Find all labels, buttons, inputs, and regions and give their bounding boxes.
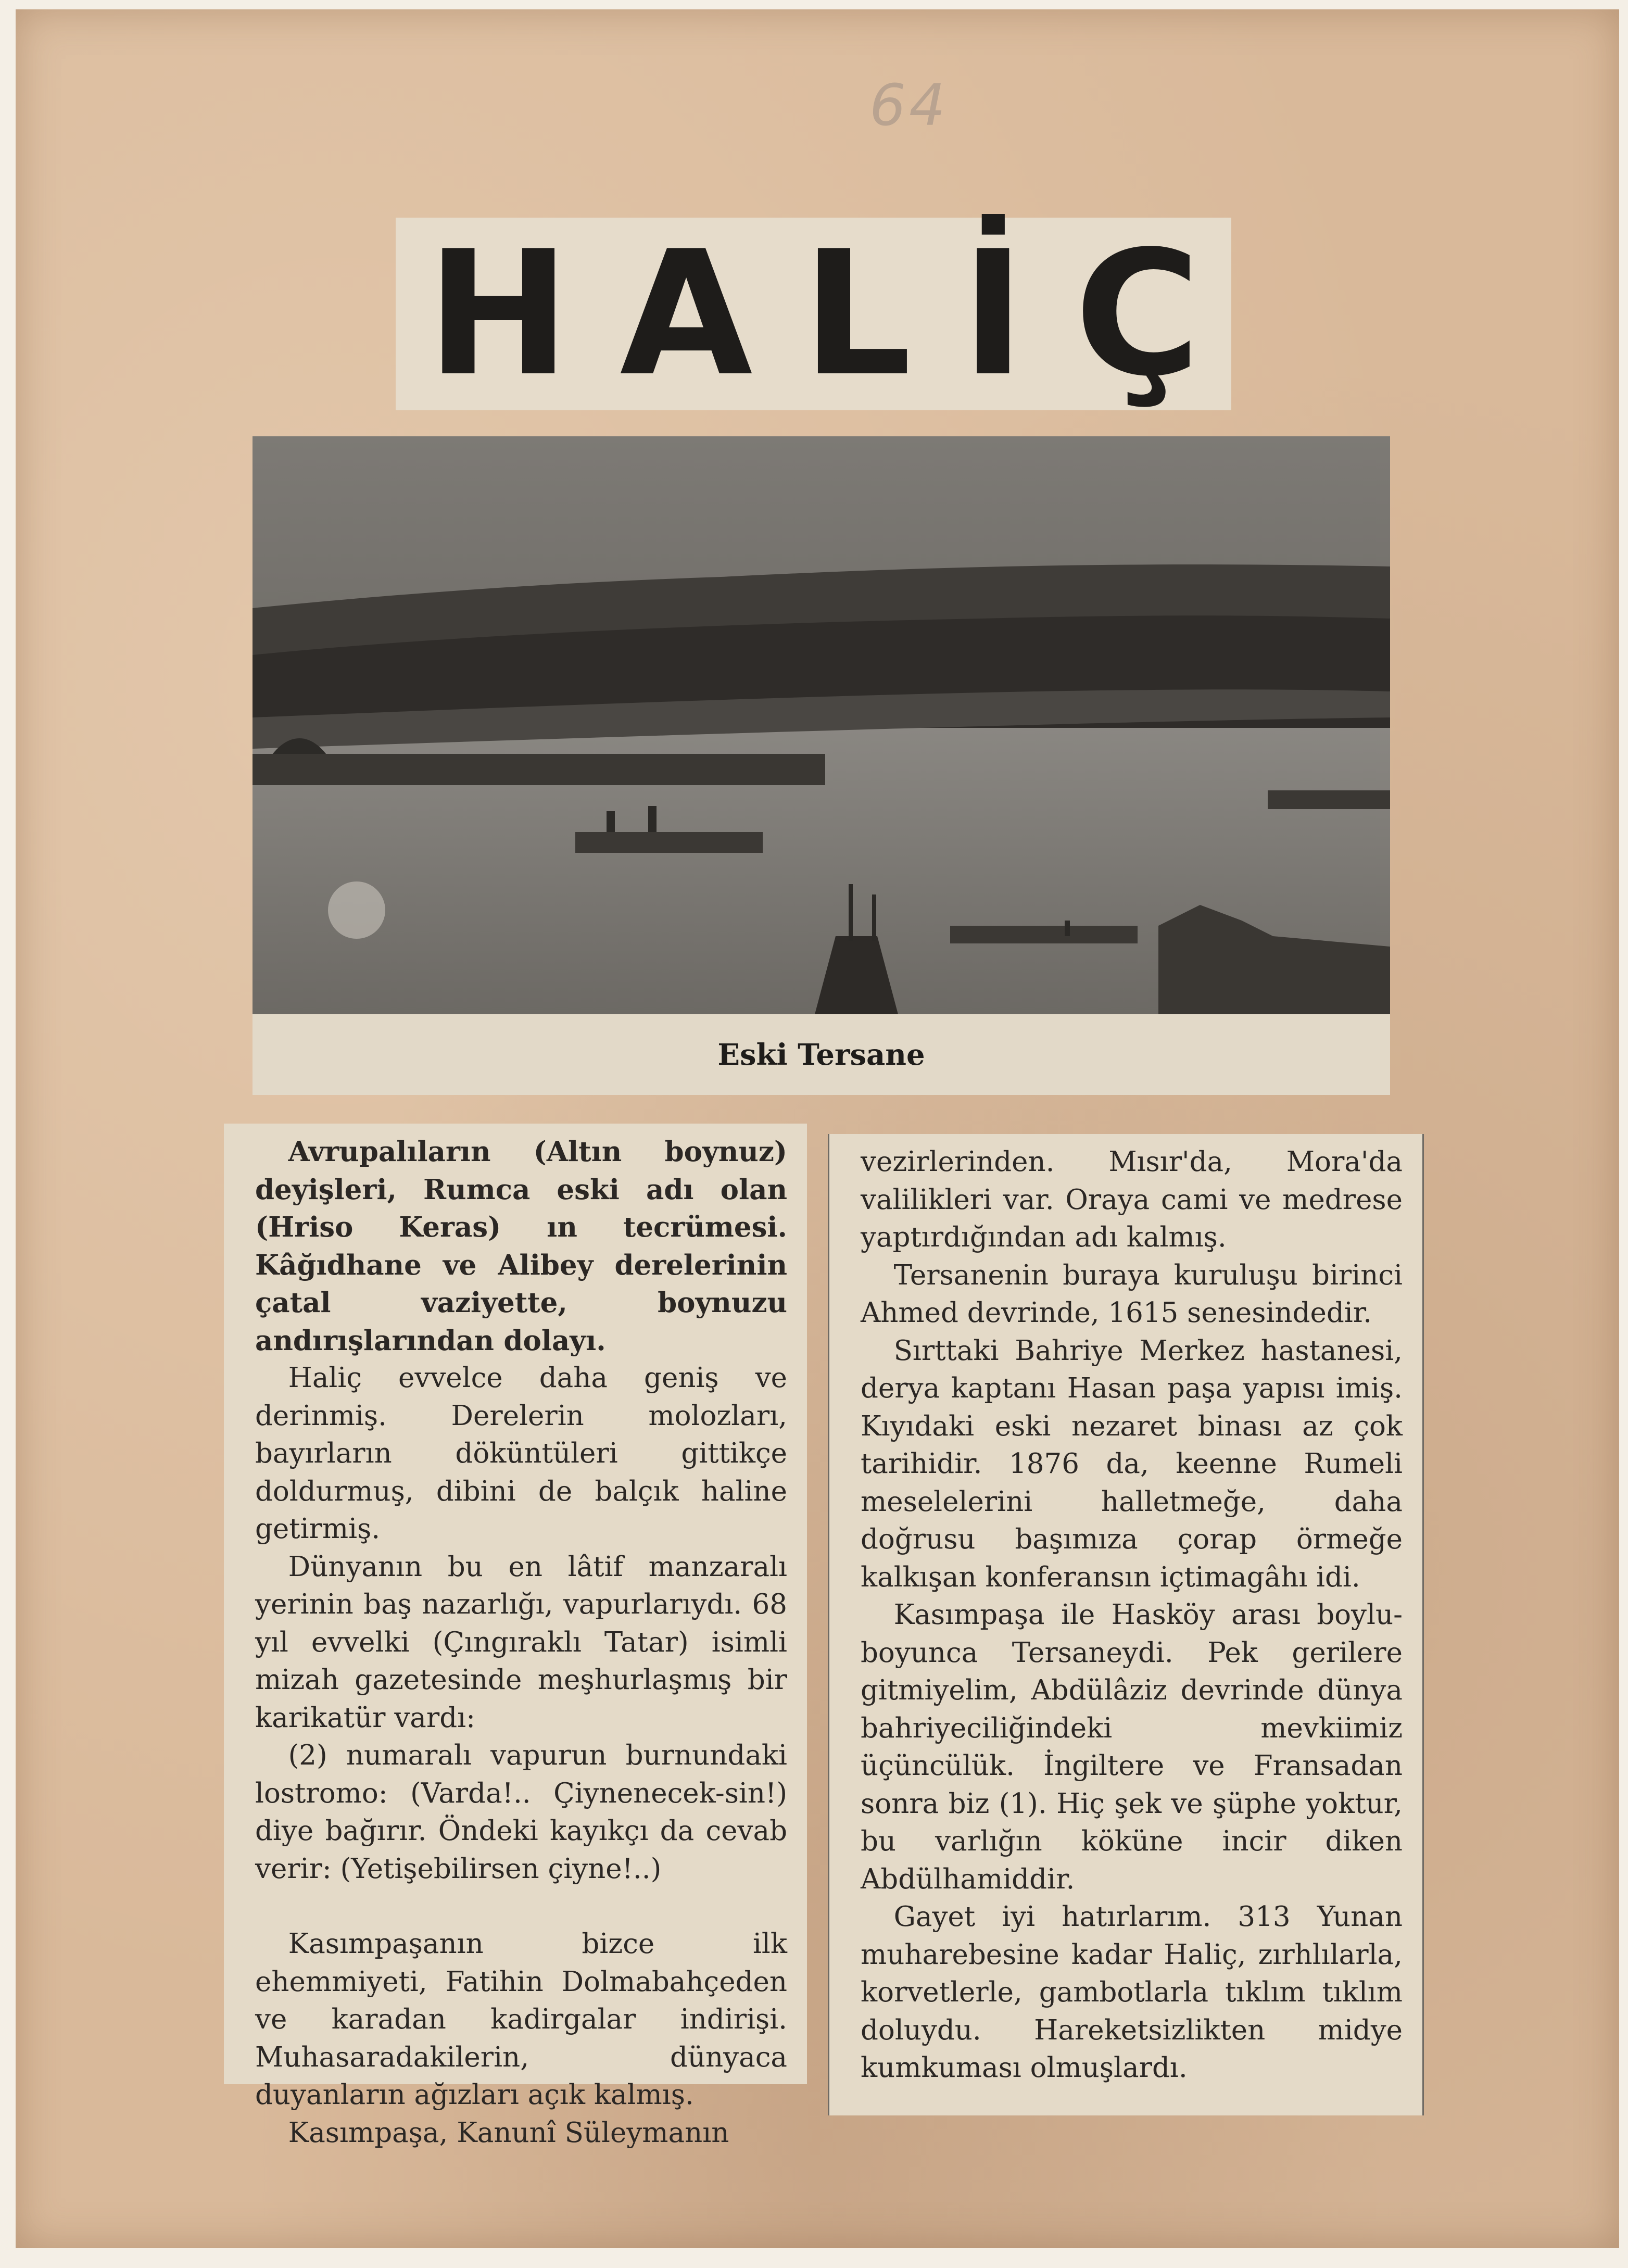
photo-caption: Eski Tersane [717, 1037, 925, 1072]
paragraph: Sırttaki Bahriye Merkez hastanesi, derya kaptanı Hasan paşa yapısı imiş. Kıyıdaki eski nezaret binası az çok tarihidir. 1876 da, keenne Rumeli meselelerini halletmeğe, daha doğrusu başımıza çorap örmeğe kalkışan konferansın içtimagâhı idi. [861, 1334, 1403, 1593]
photo-ferry [950, 926, 1138, 943]
paragraph: Tersanenin buraya kuruluşu birinci Ahmed devrinde, 1615 senesindedir. [861, 1259, 1403, 1329]
paragraph: Gayet iyi hatırlarım. 313 Yunan muharebesine kadar Haliç, zırhlılarla, korvetlerle, gambotlarla tıklım tıklım doluydu. Hareketsizlikten midye kumkuması olmuşlardı. [861, 1901, 1403, 2084]
harbor-photo [253, 436, 1390, 1014]
paragraph: Kasımpaşanın bizce ilk ehemmiyeti, Fatihin Dolmabahçeden ve karadan kadirgalar indirişi. Muhasaradakilerin, dünyaca duyanların ağızları açık kalmış. [255, 1928, 787, 2111]
headline: HALİÇ [426, 214, 1250, 414]
photo-block [253, 436, 1390, 1095]
clipping-page [16, 9, 1619, 2248]
paragraph: Avrupalıların (Altın boynuz) deyişleri, Rumca eski adı olan (Hriso Keras) ın tecrümesi. Kâğıdhane ve Alibey derelerinin çatal vaziyette, boynuzu andırışlarından dolayı. [255, 1136, 787, 1357]
photo-stain [328, 881, 385, 939]
pencil-page-number: 64 [869, 72, 949, 138]
article-left-column [224, 1124, 807, 2149]
headline-strip [396, 214, 1250, 414]
paragraph: Dünyanın bu en lâtif manzaralı yerinin baş nazarlığı, vapurlarıydı. 68 yıl evvelki (Çıngıraklı Tatar) isimli mizah gazetesinde meşhurlaşmış bir karikatür vardı: [255, 1551, 787, 1734]
paragraph: Kasımpaşa ile Hasköy arası boylu-boyunca Tersaneydi. Pek gerilere gitmiyelim, Abdülâziz devrinde dünya bahriyeciliğindeki mevkiimiz üçüncülük. İngiltere ve Fransadan sonra biz (1). Hiç şek ve şüphe yoktur, bu varlığın köküne incir diken Abdülhamiddir. [861, 1599, 1403, 1895]
photo-steamer [575, 832, 763, 853]
paragraph: vezirlerinden. Mısır'da, Mora'da valilikleri var. Oraya cami ve medrese yaptırdığından adı kalmış. [861, 1146, 1403, 1253]
photo-moored-ships [253, 754, 825, 785]
paragraph: Kasımpaşa, Kanunî Süleymanın [288, 2116, 729, 2149]
article-right-column [828, 1134, 1424, 2115]
paragraph: (2) numaralı vapurun burnundaki lostromo: (Varda!.. Çiynenecek-sin!) diye bağırır. Öndeki kayıkçı da cevab verir: (Yetişebilirsen çiyne!..) [255, 1740, 787, 1885]
paragraph: Haliç evvelce daha geniş ve derinmiş. Derelerin molozları, bayırların döküntüleri gittikçe doldurmuş, dibini de balçık haline getirmiş. [255, 1362, 787, 1545]
